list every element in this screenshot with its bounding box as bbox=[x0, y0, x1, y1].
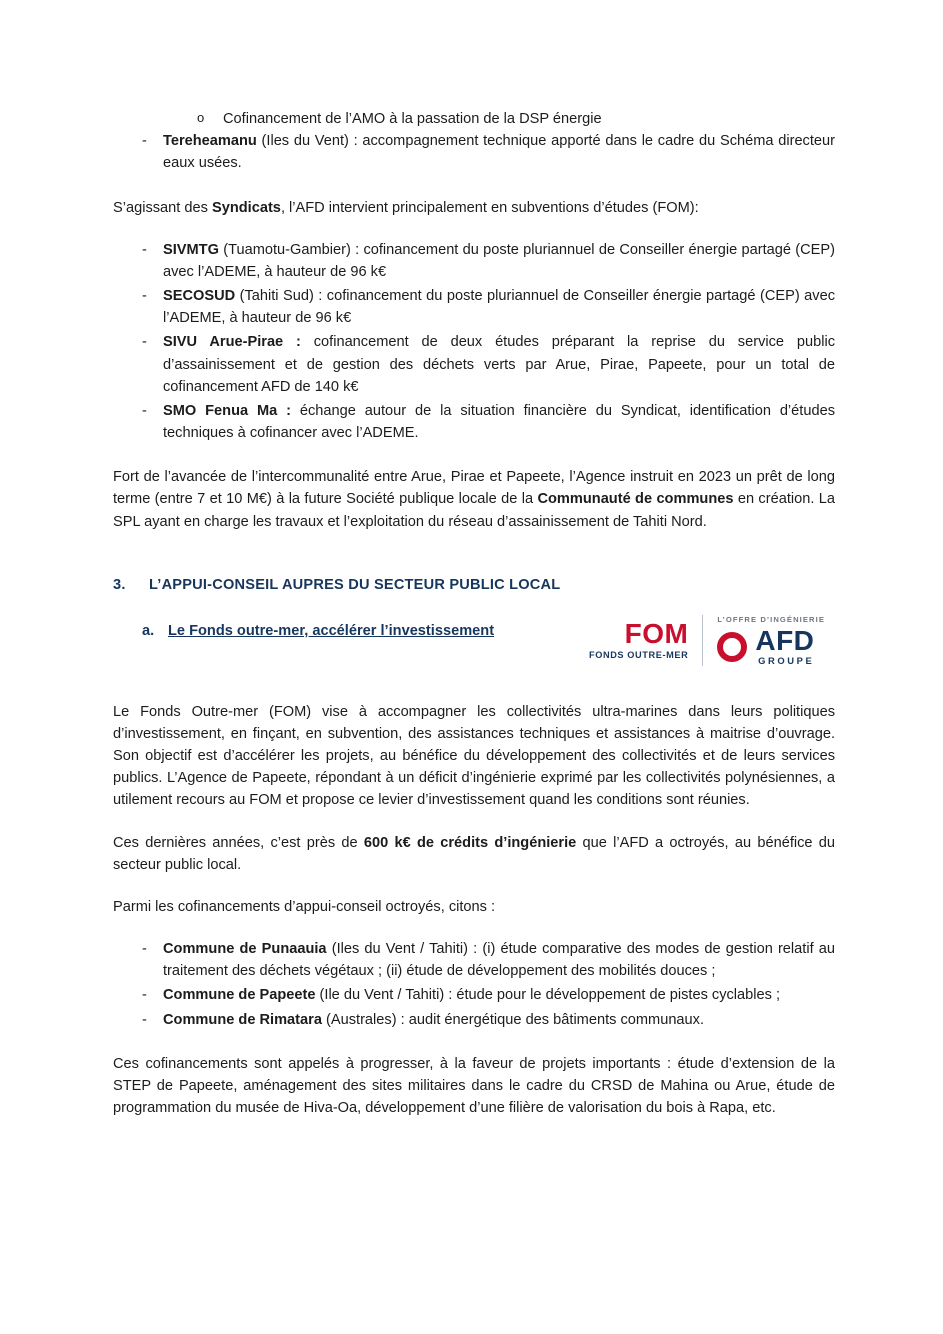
paragraph-bold: 600 k€ de crédits d’ingénierie bbox=[363, 834, 577, 851]
list-item bbox=[113, 331, 835, 398]
list-item bbox=[113, 938, 835, 982]
list-item-label: Commune de Punaauia bbox=[163, 941, 327, 958]
section-heading-container bbox=[113, 577, 835, 593]
paragraph-bold: Syndicats bbox=[211, 199, 281, 216]
paragraph-text-part1: Ces dernières années, c’est près de bbox=[113, 834, 364, 851]
paragraph-text-part1: Fort de l’avancée de l’intercommunalité entre Arue, Pirae et Papeete, l’Agence instruit en 2023 un prêt de long terme (entre 7 et 10 M€) à la future Société publique locale de la bbox=[113, 469, 835, 508]
tereheamanu-list bbox=[113, 130, 835, 174]
list-item-label: Commune de Rimatara bbox=[163, 1011, 322, 1028]
syndicats-list bbox=[113, 239, 835, 445]
sub-bullet-list bbox=[113, 108, 835, 130]
fom-logo-subtitle: FONDS OUTRE-MER bbox=[589, 650, 689, 661]
afd-logo-name: AFD bbox=[755, 624, 815, 656]
dash-bullet-marker: - bbox=[142, 402, 147, 419]
list-item-text: Cofinancement de l’AMO à la passation de la DSP énergie bbox=[223, 111, 602, 127]
afd-tagline: L’OFFRE D’INGÉNIERIE bbox=[717, 614, 825, 624]
list-item-label: SMO Fenua Ma : bbox=[163, 402, 291, 419]
list-item-label: Tereheamanu bbox=[163, 133, 257, 150]
paragraph-text-part2: , l’AFD intervient principalement en subventions d’études (FOM): bbox=[280, 199, 699, 216]
dash-bullet-marker: - bbox=[142, 1011, 147, 1028]
list-item bbox=[113, 285, 835, 329]
afd-ring-icon bbox=[717, 632, 747, 662]
list-item-text: (Tahiti Sud) : cofinancement du poste pluriannuel de Conseiller énergie partagé (CEP) avec l’ADEME, à hauteur de 96 k€ bbox=[163, 288, 835, 327]
list-item-text: (Ile du Vent / Tahiti) : étude pour le développement de pistes cyclables ; bbox=[315, 987, 781, 1004]
paragraph-text-part2: en création. La SPL ayant en charge les travaux et l’exploitation du réseau d’assainissement de Tahiti Nord. bbox=[113, 491, 835, 530]
list-item-text: (Australes) : audit énergétique des bâtiments communaux. bbox=[321, 1011, 705, 1028]
fom-paragraph: Le Fonds Outre-mer (FOM) vise à accompagner les collectivités ultra-marines dans leurs politiques d’investissement, en finçant, en subvention, des assistances techniques et assistances à maitrise d’ouvrage. Son objectif est d’accélérer les projets, au bénéfice du développement des collectivités et de leurs services publics. L’Agence de Papeete, répondant à un déficit d’ingénierie exprimé par les collectivités polynésiennes, a utilement recours au FOM et propose ce levier d’investissement quand les conditions sont réunies. bbox=[113, 703, 835, 809]
afd-logo-main bbox=[717, 624, 825, 667]
list-item bbox=[113, 108, 835, 130]
section-title: L’APPUI-CONSEIL AUPRES DU SECTEUR PUBLIC LOCAL bbox=[149, 576, 561, 593]
list-item bbox=[113, 239, 835, 283]
list-item-label: SIVMTG bbox=[163, 241, 219, 258]
list-item-label: SECOSUD bbox=[163, 288, 236, 305]
dash-bullet-marker: - bbox=[142, 241, 147, 258]
intercommunalite-paragraph bbox=[113, 466, 835, 533]
list-item-text: (Tuamotu-Gambier) : cofinancement du poste pluriannuel de Conseiller énergie partagé (CEP) avec l’ADEME, à hauteur de 96 k€ bbox=[163, 241, 835, 280]
fom-logo bbox=[589, 620, 702, 660]
paragraph-bold: Communauté de communes bbox=[537, 491, 734, 508]
dash-bullet-marker: - bbox=[142, 288, 147, 305]
list-item-text: échange autour de la situation financière du Syndicat, identification d’études techniques à cofinancer avec l’ADEME. bbox=[163, 402, 835, 442]
paragraph-text-part2: que l’AFD a octroyés, au bénéfice du secteur public local. bbox=[113, 834, 836, 873]
paragraph-text-part1: S’agissant des bbox=[113, 199, 212, 216]
subsection-number: a. bbox=[142, 622, 155, 639]
afd-logo-groupe: GROUPE bbox=[758, 655, 815, 667]
list-item bbox=[113, 1009, 835, 1031]
citons-paragraph: Parmi les cofinancements d’appui-conseil octroyés, citons : bbox=[113, 898, 496, 915]
credits-paragraph bbox=[113, 832, 835, 876]
closing-paragraph: Ces cofinancements sont appelés à progresser, à la faveur de projets importants : étude d’extension de la STEP de Papeete, aménagement des sites militaires dans le cadre du CRSD de Mahina ou Arue, étude de programmation du musée de Hiva-Oa, développement d’une filière de valorisation du bois à Rapa, etc. bbox=[113, 1055, 835, 1117]
list-item-text: (Iles du Vent) : accompagnement technique apporté dans le cadre du Schéma directeur eaux usées. bbox=[163, 133, 835, 172]
subsection-title: Le Fonds outre-mer, accélérer l’investissement bbox=[168, 622, 495, 639]
dash-bullet-marker: - bbox=[142, 133, 147, 150]
dash-bullet-marker: - bbox=[142, 334, 147, 351]
list-item bbox=[113, 130, 835, 174]
list-item-text: cofinancement de deux études préparant la reprise du service public d’assainissement et de gestion des déchets verts par Arue, Pirae, Papeete, pour un total de cofinancement AFD de 140 k€ bbox=[163, 334, 835, 395]
afd-logo-text-block bbox=[755, 624, 815, 667]
section-number: 3. bbox=[113, 576, 126, 593]
list-item bbox=[113, 984, 835, 1006]
list-item-text: (Iles du Vent / Tahiti) : (i) étude comparative des modes de gestion relatif au traitement des déchets végétaux ; (ii) étude de développement des mobilités douces ; bbox=[163, 941, 836, 980]
list-item-label: Commune de Papeete bbox=[163, 987, 316, 1004]
communes-list bbox=[113, 938, 835, 1031]
circle-bullet-marker: o bbox=[197, 110, 205, 125]
fom-logo-text: FOM bbox=[624, 618, 689, 650]
section-heading bbox=[113, 577, 835, 593]
afd-logo bbox=[702, 615, 825, 667]
syndicats-intro-paragraph bbox=[113, 197, 835, 219]
list-item-label: SIVU Arue-Pirae : bbox=[163, 334, 301, 351]
dash-bullet-marker: - bbox=[142, 941, 147, 958]
list-item bbox=[113, 400, 835, 444]
dash-bullet-marker: - bbox=[142, 987, 147, 1004]
logo-group bbox=[589, 615, 825, 667]
